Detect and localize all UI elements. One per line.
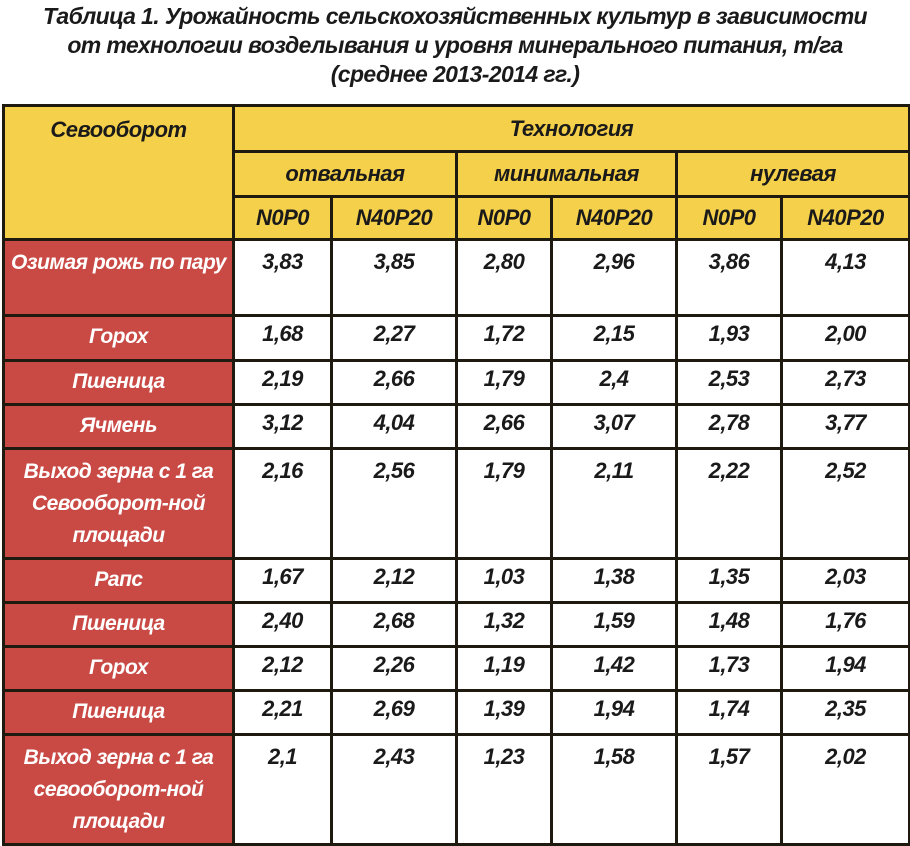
yield-value-cell: 2,02	[782, 735, 910, 845]
yield-value-cell: 3,77	[782, 405, 910, 449]
yield-value-cell: 1,68	[234, 316, 332, 361]
yield-value-cell: 1,79	[457, 449, 552, 559]
yield-value-cell: 2,78	[677, 405, 782, 449]
yield-value-cell: 3,83	[234, 240, 332, 316]
yield-value-cell: 2,53	[677, 361, 782, 405]
table-row	[4, 559, 910, 603]
yield-value-cell: 2,11	[552, 449, 677, 559]
yield-value-cell: 1,76	[782, 603, 910, 647]
yield-value-cell: 1,23	[457, 735, 552, 845]
yield-value-cell: 2,00	[782, 316, 910, 361]
yield-value-cell: 1,32	[457, 603, 552, 647]
yield-value-cell: 2,56	[332, 449, 457, 559]
yield-value-cell: 1,48	[677, 603, 782, 647]
yield-value-cell: 1,58	[552, 735, 677, 845]
yield-value-cell: 1,38	[552, 559, 677, 603]
yield-value-cell: 2,27	[332, 316, 457, 361]
yield-table	[2, 104, 910, 846]
table-row	[4, 735, 910, 845]
table-row	[4, 449, 910, 559]
row-label: Горох	[4, 316, 234, 361]
yield-value-cell: 1,19	[457, 647, 552, 691]
yield-value-cell: 1,35	[677, 559, 782, 603]
caption-line: Таблица 1. Урожайность сельскохозяйственных культур в зависимости	[42, 3, 868, 29]
yield-value-cell: 2,19	[234, 361, 332, 405]
yield-value-cell: 2,12	[332, 559, 457, 603]
yield-value-cell: 2,22	[677, 449, 782, 559]
row-label: Рапс	[4, 559, 234, 603]
yield-value-cell: 3,12	[234, 405, 332, 449]
yield-value-cell: 1,94	[552, 691, 677, 735]
yield-value-cell: 1,57	[677, 735, 782, 845]
yield-value-cell: 2,73	[782, 361, 910, 405]
header-crop-rotation: Севооборот	[4, 106, 234, 240]
yield-value-cell: 1,74	[677, 691, 782, 735]
row-label: Выход зерна с 1 га Севооборот-ной площади	[4, 449, 234, 559]
yield-value-cell: 2,15	[552, 316, 677, 361]
header-tech-minimal: минимальная	[457, 152, 677, 197]
row-label: Выход зерна с 1 га севооборот-ной площади	[4, 735, 234, 845]
table-row	[4, 361, 910, 405]
header-tech-plow: отвальная	[234, 152, 457, 197]
yield-value-cell: 1,39	[457, 691, 552, 735]
header-technology: Технология	[234, 106, 910, 152]
table-row	[4, 691, 910, 735]
header-fertilizer-level: N40P20	[552, 197, 677, 240]
yield-value-cell: 2,52	[782, 449, 910, 559]
yield-value-cell: 4,13	[782, 240, 910, 316]
table-row	[4, 316, 910, 361]
yield-value-cell: 2,21	[234, 691, 332, 735]
table-row	[4, 405, 910, 449]
header-fertilizer-level: N40P20	[782, 197, 910, 240]
yield-value-cell: 1,94	[782, 647, 910, 691]
yield-value-cell: 4,04	[332, 405, 457, 449]
yield-value-cell: 1,93	[677, 316, 782, 361]
yield-value-cell: 1,03	[457, 559, 552, 603]
yield-value-cell: 1,73	[677, 647, 782, 691]
yield-value-cell: 2,4	[552, 361, 677, 405]
caption-line: от технологии возделывания и уровня минерального питания, т/га	[67, 32, 843, 58]
yield-value-cell: 2,03	[782, 559, 910, 603]
yield-value-cell: 2,26	[332, 647, 457, 691]
row-label: Пшеница	[4, 691, 234, 735]
caption-line: (среднее 2013-2014 гг.)	[330, 61, 580, 87]
yield-value-cell: 2,96	[552, 240, 677, 316]
table-caption	[0, 2, 910, 89]
yield-value-cell: 2,1	[234, 735, 332, 845]
yield-value-cell: 2,16	[234, 449, 332, 559]
yield-value-cell: 3,85	[332, 240, 457, 316]
yield-value-cell: 2,12	[234, 647, 332, 691]
header-fertilizer-level: N0P0	[677, 197, 782, 240]
yield-value-cell: 3,07	[552, 405, 677, 449]
table-row	[4, 603, 910, 647]
table-row	[4, 647, 910, 691]
yield-value-cell: 2,80	[457, 240, 552, 316]
yield-value-cell: 1,72	[457, 316, 552, 361]
yield-value-cell: 1,42	[552, 647, 677, 691]
row-label: Ячмень	[4, 405, 234, 449]
row-label: Горох	[4, 647, 234, 691]
yield-value-cell: 2,66	[332, 361, 457, 405]
yield-value-cell: 2,40	[234, 603, 332, 647]
row-label: Озимая рожь по пару	[4, 240, 234, 316]
yield-value-cell: 2,69	[332, 691, 457, 735]
header-tech-zero: нулевая	[677, 152, 910, 197]
header-fertilizer-level: N0P0	[234, 197, 332, 240]
yield-value-cell: 2,68	[332, 603, 457, 647]
row-label: Пшеница	[4, 603, 234, 647]
yield-value-cell: 1,67	[234, 559, 332, 603]
header-fertilizer-level: N0P0	[457, 197, 552, 240]
yield-value-cell: 2,35	[782, 691, 910, 735]
yield-value-cell: 1,59	[552, 603, 677, 647]
header-fertilizer-level: N40P20	[332, 197, 457, 240]
row-label: Пшеница	[4, 361, 234, 405]
yield-value-cell: 1,79	[457, 361, 552, 405]
yield-value-cell: 2,66	[457, 405, 552, 449]
yield-value-cell: 3,86	[677, 240, 782, 316]
yield-value-cell: 2,43	[332, 735, 457, 845]
table-row	[4, 240, 910, 316]
